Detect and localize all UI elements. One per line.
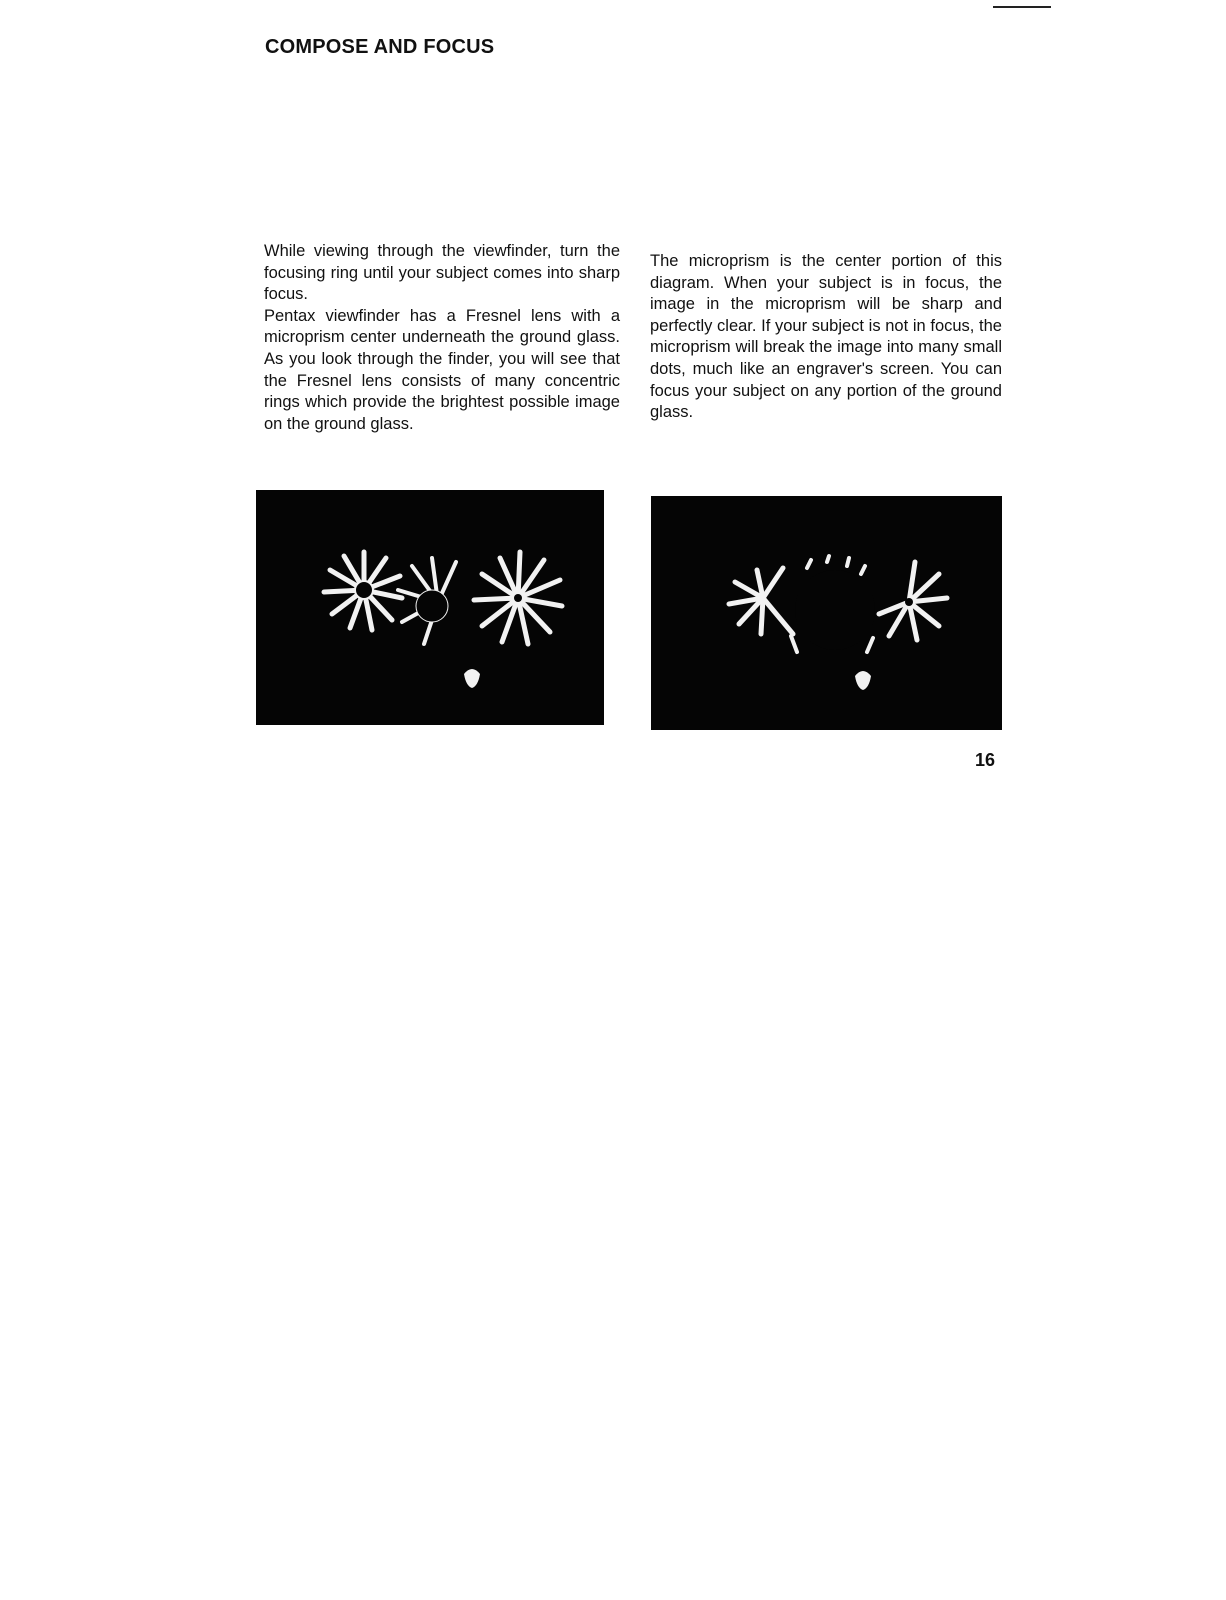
right-daisy [474,552,562,644]
right-column [650,251,1002,424]
left-paragraph-1: While viewing through the viewfinder, turn the focusing ring until your subject comes into sharp focus. [264,242,620,304]
flower-bud [855,671,871,690]
middle-daisy [398,558,456,644]
right-paragraph-1: The microprism is the center portion of this diagram. When your subject is in focus, the image in the microprism will be sharp and perfectly clear. If your subject is not in focus, the microprism will break the image into many small dots, much like an engraver's screen. You can focus your subject on any portion of the ground glass. [650,252,1002,422]
page-title: COMPOSE AND FOCUS [265,36,495,58]
in-focus-flower-photo [256,490,604,725]
left-paragraph-2: Pentax viewfinder has a Fresnel lens with a microprism center underneath the ground glass. As you look through the finder, you will see that the Fresnel lens consists of many concentric rings which provide the brightest possible image on the ground glass. [264,306,620,433]
right-partial-daisy [879,562,947,640]
corner-rule [993,6,1051,8]
left-partial-daisy [729,568,793,634]
left-daisy [324,552,402,630]
in-focus-flower-image [256,490,604,725]
microprism-flower-photo [651,496,1002,730]
microprism-flower-image [651,496,1002,730]
page-number: 16 [975,750,996,770]
flower-bud [464,669,480,688]
microprism-center [795,570,875,650]
left-column [264,241,620,435]
